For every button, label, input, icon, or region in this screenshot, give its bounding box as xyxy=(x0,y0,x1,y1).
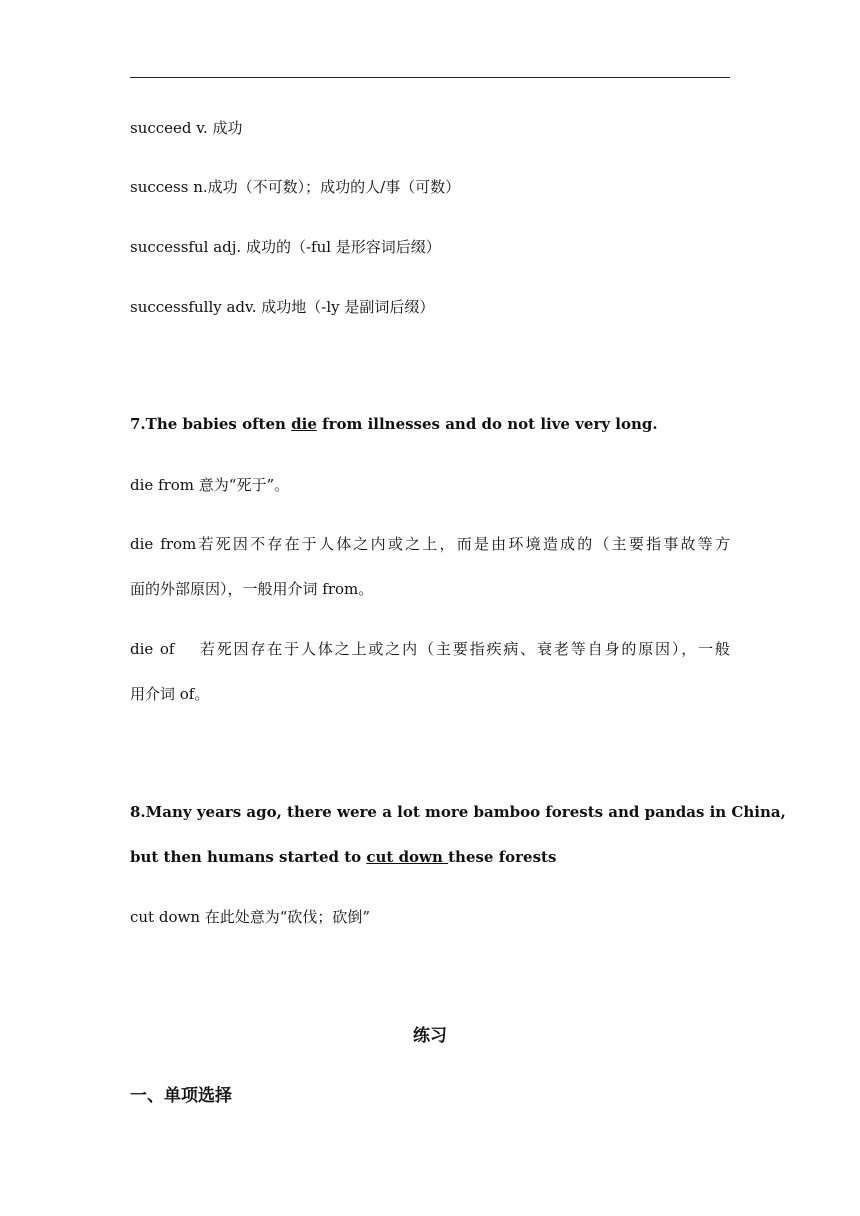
item7-from-line2: 面的外部原因），一般用介词 from。 xyxy=(130,580,374,598)
item8-sentence-line1: 8.Many years ago, there were a lot more bamboo forests and pandas in China, xyxy=(130,803,786,821)
item7-sentence-key: die xyxy=(291,415,317,433)
item7-from-line1: die from若死因不存在于人体之内或之上，而是由环境造成的（主要指事故等方 xyxy=(130,535,730,553)
item7-of-line1: die of 若死因存在于人体之上或之内（主要指疾病、衰老等自身的原因），一般 xyxy=(130,640,730,658)
item8-sentence-after: these forests xyxy=(448,848,557,866)
header-rule xyxy=(130,77,730,78)
item8-sentence-key: cut down xyxy=(366,848,449,866)
item7-sentence xyxy=(130,414,730,434)
item7-of-line2: 用介词 of。 xyxy=(130,685,210,703)
item7-sentence-before: 7.The babies often xyxy=(130,415,292,433)
word-success: success n.成功（不可数）；成功的人/事（可数） xyxy=(130,178,461,196)
item8-meaning: cut down 在此处意为“砍伐；砍倒” xyxy=(130,908,371,926)
practice-title: 练习 xyxy=(413,1026,447,1046)
item8-sentence-before: but then humans started to xyxy=(130,848,367,866)
item8-sentence-line2 xyxy=(130,847,730,867)
word-successful: successful adj. 成功的（-ful 是形容词后缀） xyxy=(130,238,441,256)
item7-meaning: die from 意为“死于”。 xyxy=(130,476,290,494)
item7-sentence-after: from illnesses and do not live very long. xyxy=(316,415,658,433)
word-succeed: succeed v. 成功 xyxy=(130,119,243,137)
practice-section1: 一、单项选择 xyxy=(130,1086,232,1106)
word-successfully: successfully adv. 成功地（-ly 是副词后缀） xyxy=(130,298,435,316)
